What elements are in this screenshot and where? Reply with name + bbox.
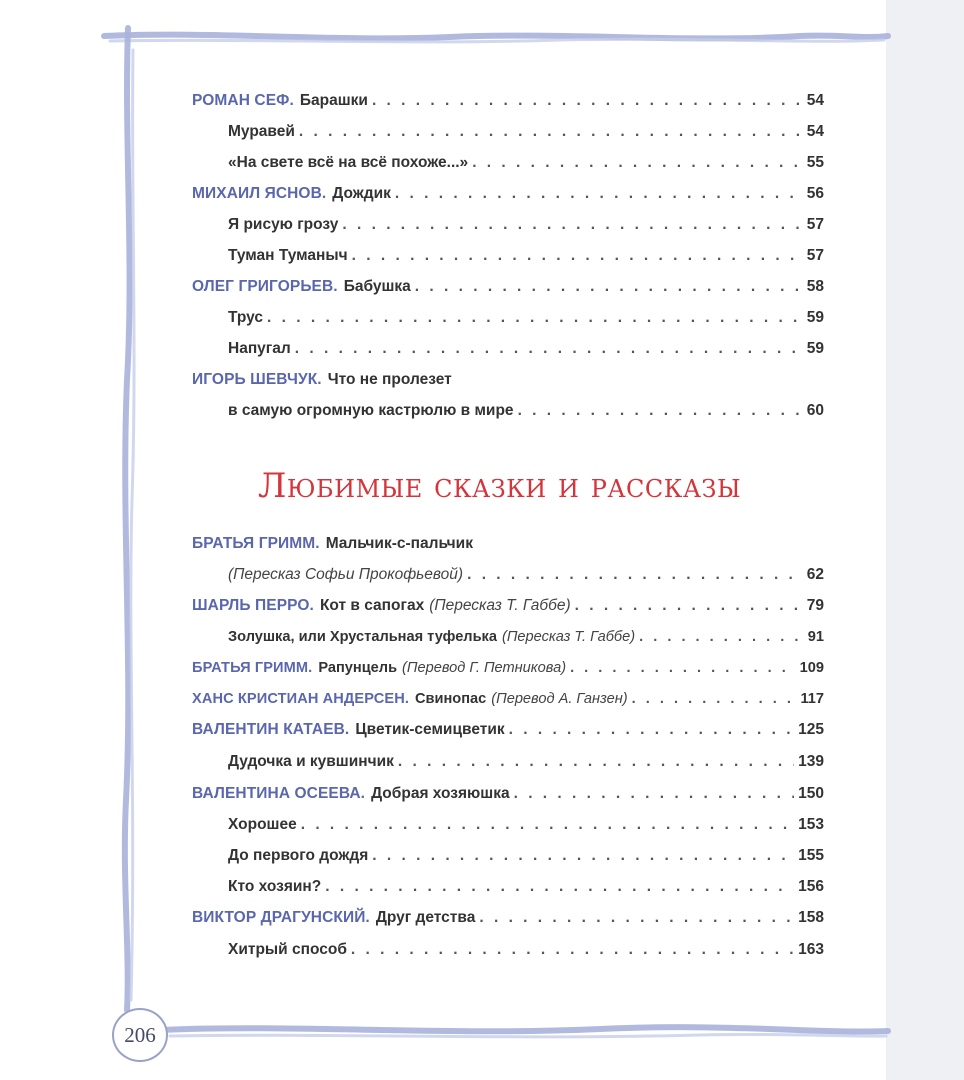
toc-leader-dots — [639, 625, 804, 649]
toc-title: Хорошее — [228, 816, 297, 833]
toc-title: Кто хозяин? — [228, 878, 322, 895]
toc-author: ХАНС КРИСТИАН АНДЕРСЕН. — [192, 691, 409, 707]
toc-leader-dots — [472, 151, 803, 175]
toc-leader-dots — [352, 244, 803, 268]
toc-leader-dots — [325, 875, 794, 899]
toc-title: Дождик — [332, 185, 391, 202]
toc-page-number: 54 — [806, 123, 824, 140]
toc-leader-dots — [467, 563, 803, 587]
toc-author: РОМАН СЕФ. — [192, 92, 294, 109]
page-number-badge: 206 — [112, 1008, 168, 1062]
toc-page-number: 155 — [798, 847, 824, 864]
toc-leader-dots — [372, 89, 803, 113]
toc-leader-dots — [575, 594, 803, 618]
toc-author: БРАТЬЯ ГРИММ. — [192, 660, 313, 676]
toc-leader-dots — [509, 718, 795, 742]
toc-page-number: 153 — [798, 816, 824, 833]
toc-title: Барашки — [299, 92, 368, 109]
toc-leader-dots — [415, 275, 803, 299]
toc-author: ШАРЛЬ ПЕРРО. — [192, 597, 314, 614]
toc-title: Золушка, или Хрустальная туфелька — [228, 629, 497, 645]
toc-leader-dots — [351, 938, 794, 962]
toc-author: БРАТЬЯ ГРИММ. — [192, 535, 320, 552]
toc-page-number: 57 — [806, 247, 824, 264]
toc-leader-dots — [570, 656, 796, 680]
toc-title: Трус — [228, 309, 263, 326]
toc-page-number: 55 — [806, 154, 824, 171]
toc-leader-dots — [514, 782, 795, 806]
toc-title: Что не пролезет — [327, 371, 452, 388]
toc-author: ИГОРЬ ШЕВЧУК. — [192, 371, 322, 388]
toc-note: (Пересказ Т. Габбе) — [429, 597, 571, 614]
toc-page-number: 158 — [798, 909, 824, 926]
toc-title: Свинопас — [415, 691, 487, 707]
toc-leader-dots — [398, 750, 794, 774]
toc-page-number: 58 — [806, 278, 824, 295]
toc-leader-dots — [299, 120, 803, 144]
toc-title: Друг детства — [375, 909, 476, 926]
toc-page-number: 125 — [798, 721, 824, 738]
toc-page-number: 59 — [806, 340, 824, 357]
toc-note: (Пересказ Софьи Прокофьевой) — [228, 566, 464, 583]
toc-title: Добрая хозяюшка — [371, 785, 510, 802]
toc-leader-dots — [395, 182, 803, 206]
toc-page-number: 59 — [806, 309, 824, 326]
toc-title: Я рисую грозу — [228, 216, 339, 233]
section-heading: Любимые сказки и рассказы — [258, 466, 742, 506]
toc-page-number: 60 — [806, 402, 824, 419]
toc-page-number: 57 — [806, 216, 824, 233]
toc-author: ВАЛЕНТИН КАТАЕВ. — [192, 721, 350, 738]
toc-page-number: 62 — [806, 566, 824, 583]
toc-title: Напугал — [228, 340, 291, 357]
toc-author: ВИКТОР ДРАГУНСКИЙ. — [192, 909, 370, 926]
toc-title: Цветик-семицветик — [355, 721, 505, 738]
toc-page-number: 91 — [807, 629, 824, 645]
toc-title: Кот в сапогах — [319, 597, 425, 614]
toc-title: До первого дождя — [228, 847, 369, 864]
toc-leader-dots — [372, 844, 794, 868]
toc-title: Хитрый способ — [228, 941, 347, 958]
toc-page-number: 109 — [799, 660, 824, 676]
toc-page-number: 54 — [806, 92, 824, 109]
toc-leader-dots — [301, 813, 794, 837]
toc-title: Мальчик-с-пальчик — [325, 535, 473, 552]
toc-title: в самую огромную кастрюлю в мире — [228, 402, 514, 419]
toc-title: Муравей — [228, 123, 295, 140]
toc-title: Туман Туманыч — [228, 247, 348, 264]
toc-title: «На свете всё на всё похоже...» — [228, 154, 469, 171]
toc-leader-dots — [479, 906, 794, 930]
toc-leader-dots — [632, 687, 797, 711]
toc-author: ВАЛЕНТИНА ОСЕЕВА. — [192, 785, 366, 802]
toc-author: МИХАИЛ ЯСНОВ. — [192, 185, 327, 202]
toc-title: Дудочка и кувшинчик — [228, 753, 394, 770]
toc-note: (Перевод А. Ганзен) — [491, 691, 628, 707]
toc-page-number: 56 — [806, 185, 824, 202]
toc-title: Бабушка — [343, 278, 411, 295]
toc-title: Рапунцель — [318, 660, 398, 676]
toc-author: ОЛЕГ ГРИГОРЬЕВ. — [192, 278, 338, 295]
toc-page-number: 163 — [798, 941, 824, 958]
toc-leader-dots — [518, 399, 803, 423]
toc-leader-dots — [295, 337, 803, 361]
toc-page-number: 150 — [798, 785, 824, 802]
toc-page-number: 79 — [806, 597, 824, 614]
toc-page-number: 117 — [800, 691, 824, 707]
toc-leader-dots — [267, 306, 803, 330]
toc-note: (Перевод Г. Петникова) — [402, 660, 567, 676]
toc-note: (Пересказ Т. Габбе) — [501, 629, 636, 645]
toc-page-number: 156 — [798, 878, 824, 895]
toc-page-number: 139 — [798, 753, 824, 770]
toc-leader-dots — [342, 213, 802, 237]
